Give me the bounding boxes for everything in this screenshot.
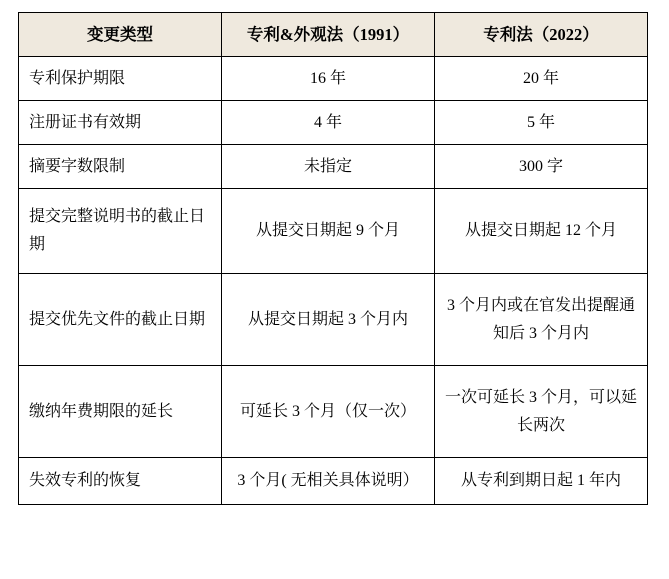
row-label-full-spec-deadline: 提交完整说明书的截止日期 bbox=[19, 189, 222, 274]
row-new-certificate-validity: 5 年 bbox=[435, 101, 648, 145]
row-old-full-spec-deadline: 从提交日期起 9 个月 bbox=[222, 189, 435, 274]
column-header-old-law: 专利&外观法（1991） bbox=[222, 13, 435, 57]
table-row bbox=[19, 366, 648, 458]
column-header-change-type: 变更类型 bbox=[19, 13, 222, 57]
patent-law-comparison-table bbox=[18, 12, 648, 505]
document-page bbox=[0, 12, 669, 579]
row-new-lapsed-patent-restoration: 从专利到期日起 1 年内 bbox=[435, 458, 648, 505]
table-row bbox=[19, 274, 648, 366]
table-header-row bbox=[19, 13, 648, 57]
row-label-certificate-validity: 注册证书有效期 bbox=[19, 101, 222, 145]
row-label-annuity-extension: 缴纳年费期限的延长 bbox=[19, 366, 222, 458]
table-row bbox=[19, 101, 648, 145]
column-header-new-law: 专利法（2022） bbox=[435, 13, 648, 57]
table-row bbox=[19, 57, 648, 101]
row-label-priority-doc-deadline: 提交优先文件的截止日期 bbox=[19, 274, 222, 366]
row-old-lapsed-patent-restoration: 3 个月( 无相关具体说明） bbox=[222, 458, 435, 505]
row-new-patent-term: 20 年 bbox=[435, 57, 648, 101]
table-row bbox=[19, 145, 648, 189]
table-body bbox=[19, 57, 648, 505]
row-old-patent-term: 16 年 bbox=[222, 57, 435, 101]
row-old-abstract-word-limit: 未指定 bbox=[222, 145, 435, 189]
row-new-annuity-extension: 一次可延长 3 个月，可以延长两次 bbox=[435, 366, 648, 458]
row-old-certificate-validity: 4 年 bbox=[222, 101, 435, 145]
row-new-priority-doc-deadline: 3 个月内或在官发出提醒通知后 3 个月内 bbox=[435, 274, 648, 366]
row-label-abstract-word-limit: 摘要字数限制 bbox=[19, 145, 222, 189]
row-old-annuity-extension: 可延长 3 个月（仅一次） bbox=[222, 366, 435, 458]
row-new-abstract-word-limit: 300 字 bbox=[435, 145, 648, 189]
row-old-priority-doc-deadline: 从提交日期起 3 个月内 bbox=[222, 274, 435, 366]
table-header bbox=[19, 13, 648, 57]
table-row bbox=[19, 189, 648, 274]
row-new-full-spec-deadline: 从提交日期起 12 个月 bbox=[435, 189, 648, 274]
row-label-patent-term: 专利保护期限 bbox=[19, 57, 222, 101]
table-row bbox=[19, 458, 648, 505]
row-label-lapsed-patent-restoration: 失效专利的恢复 bbox=[19, 458, 222, 505]
